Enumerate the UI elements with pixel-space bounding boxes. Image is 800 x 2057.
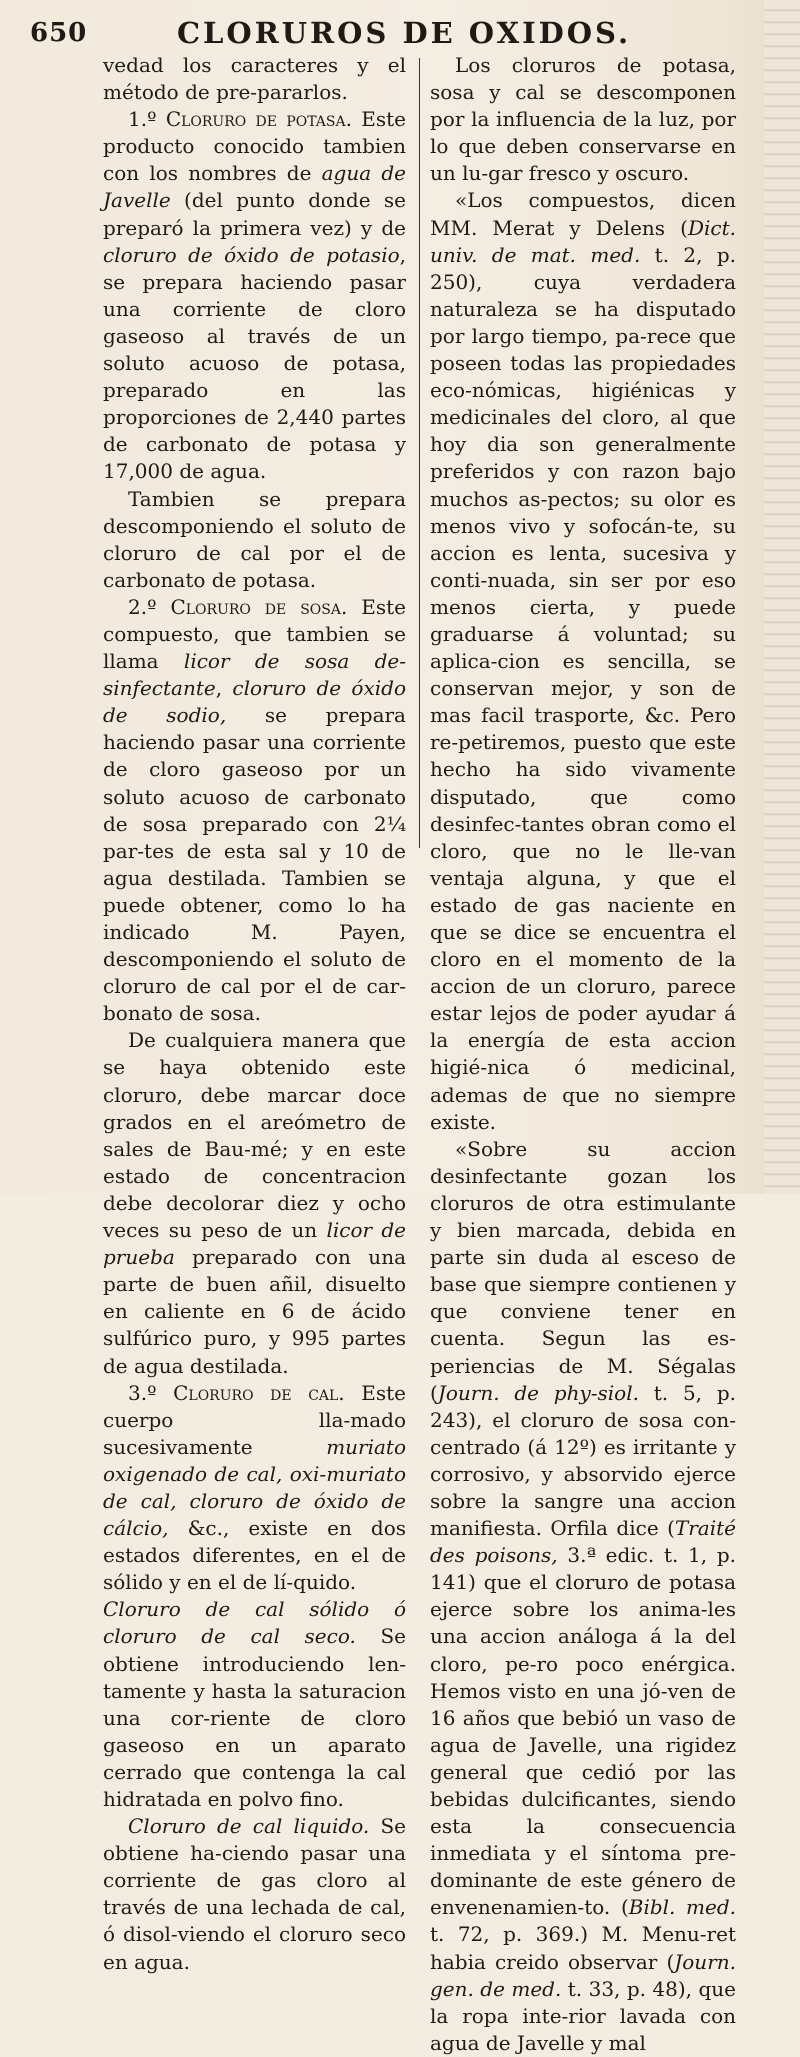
page-number: 650: [30, 18, 88, 48]
page-edge-shadow: [764, 0, 800, 1194]
paragraph-cal: 3.º Cloruro de cal. Este cuerpo lla-mado sucesivamente muriato oxigenado de cal, oxi-muriato de cal, cloruro de óxido de cálcio, &c., existe en dos estados diferentes, en el de sólido y en el de lí-quido.: [103, 1380, 407, 1595]
paragraph-quote: «Los compuestos, dicen MM. Merat y Delens (Dict. univ. de mat. med. t. 2, p. 250), cuya verdadera naturaleza se ha disputado por largo tiempo, pa-rece que poseen todas las propiedades eco-nómicas, higiénicas y medicinales del cloro, al que hoy dia son generalmente preferidos y con razon bajo muchos as-pectos; su olor es menos vivo y sofocán-te, su accion es lenta, sucesiva y conti-nuada, sin ser por eso menos cierta, y puede graduarse á voluntad; su aplica-cion es sencilla, se conservan mejor, y son de mas facil trasporte, &c. Pero re-petiremos, puesto que este hecho ha sido vivamente disputado, que como desinfec-tantes obran como el cloro, que no le lle-van ventaja alguna, y que el estado de gas naciente en que se dice se encuentra el cloro en el momento de la accion de un cloruro, parece estar lejos de poder ayudar á la energía de esta accion higié-nica ó medicinal, ademas de que no siempre existe.: [430, 188, 736, 1134]
paragraph: Cloruro de cal liquido. Se obtiene ha-ciendo pasar una corriente de gas cloro al través de una lechada de cal, ó disol-viendo el cloruro seco en agua.: [103, 1814, 406, 1974]
right-column: [430, 52, 736, 2057]
left-column: [103, 52, 406, 1976]
paragraph-quote: «Sobre su accion desinfectante gozan los cloruros de otra estimulante y bien marcada, debida en parte sin duda al esceso de base que siempre contienen y que conviene tener en cuenta. Segun las es-periencias de M. Ségalas (Journ. de phy-siol. t. 5, p. 243), el cloruro de sosa con-centrado (á 12º) es irritante y corrosivo, y absorvido ejerce sobre la sangre una accion manifiesta. Orfila dice (Traité des poisons, 3.ª edic. t. 1, p. 141) que el cloruro de potasa ejerce sobre los anima-les una accion análoga á la del cloro, pe-ro poco enérgica. Hemos visto en una jó-ven de 16 años que bebió un vaso de agua de Javelle, una rigidez general que cedió por las bebidas dulcificantes, siendo esta la consecuencia inmediata y el síntoma pre-dominante de este género de envenenamien-to. (Bibl. med. t. 72, p. 369.) M. Menu-ret habia creido observar (Journ. gen. de med. t. 33, p. 48), que la ropa inte-rior lavada con agua de Javelle y mal: [430, 1136, 737, 2055]
paragraph-potasa: 1.º Cloruro de potasa. Este producto conocido tambien con los nombres de agua de Javelle (del punto donde se preparó la primera vez) y de cloruro de óxido de potasio, se prepara haciendo pasar una corriente de cloro gaseoso al través de un soluto acuoso de potasa, preparado en las proporciones de 2,440 partes de carbonato de potasa y 17,000 de agua.: [103, 107, 406, 484]
section-heading: Cloruro de potasa.: [165, 107, 352, 132]
running-title: CLORUROS DE OXIDOS.: [176, 16, 632, 50]
paragraph: vedad los caracteres y el método de pre-pararlos.: [103, 53, 406, 105]
paragraph: De cualquiera manera que se haya obtenido este cloruro, debe marcar doce grados en el areómetro de sales de Bau-mé; y en este estado de concentracion debe decolorar diez y ocho veces su peso de un licor de prueba preparado con una parte de buen añil, disuelto en caliente en 6 de ácido sulfúrico puro, y 995 partes de agua destilada.: [103, 1028, 406, 1378]
column-divider: [419, 58, 420, 848]
section-heading: Cloruro de cal.: [173, 1380, 345, 1405]
page-header: [24, 14, 734, 52]
section-heading: Cloruro de sosa.: [170, 594, 348, 619]
paragraph: Cloruro de cal sólido ó cloruro de cal seco. Se obtiene introduciendo len-tamente y hasta la saturacion una cor-riente de cloro gaseoso en un aparato cerrado que contenga la cal hidratada en polvo fino.: [103, 1597, 406, 1811]
paragraph: Tambien se prepara descomponiendo el soluto de cloruro de cal por el de carbonato de potasa.: [103, 486, 406, 592]
paragraph-sosa: 2.º Cloruro de sosa. Este compuesto, que tambien se llama licor de sosa de-sinfectante, cloruro de óxido de sodio, se prepara haciendo pasar una corriente de cloro gaseoso por un soluto acuoso de carbonato de sosa preparado con 2¼ par-tes de esta sal y 10 de agua destilada. Tambien se puede obtener, como lo ha indicado M. Payen, descomponiendo el soluto de cloruro de cal por el de car-bonato de sosa.: [103, 594, 406, 1026]
paragraph: Los cloruros de potasa, sosa y cal se descomponen por la influencia de la luz, por lo que deben conservarse en un lu-gar fresco y oscuro.: [430, 53, 736, 186]
